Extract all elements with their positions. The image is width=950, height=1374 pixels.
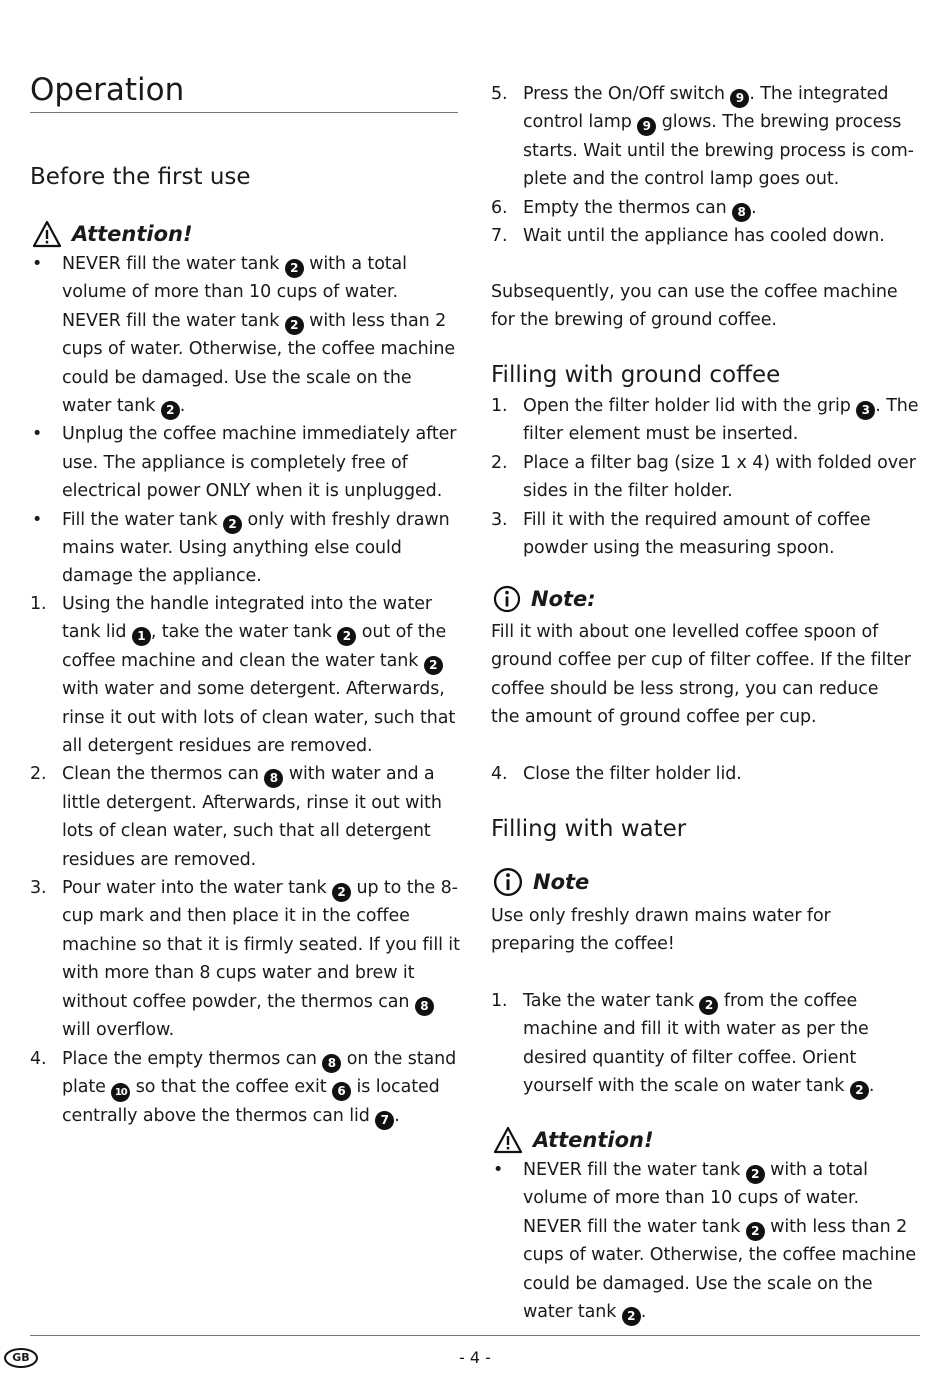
text-run: . bbox=[640, 1302, 647, 1323]
callout-number-badge: 2 bbox=[285, 259, 304, 278]
text-run: . bbox=[394, 1105, 400, 1126]
callout-number-badge: 2 bbox=[161, 401, 180, 420]
text-run: glows. The brewing process starts. Wait until the brewing process is complete and the control lamp goes out. bbox=[523, 112, 914, 190]
callout-number-badge: 3 bbox=[856, 401, 875, 420]
bullet-item bbox=[491, 1156, 923, 1326]
info-icon bbox=[493, 585, 521, 613]
bullet-item bbox=[30, 420, 462, 505]
callout-number-badge: 2 bbox=[332, 883, 351, 902]
step-number: 1. bbox=[491, 396, 508, 416]
callout-number-badge: 9 bbox=[637, 117, 656, 136]
text-run: Wait until the appliance has cooled down. bbox=[523, 226, 885, 247]
step-number: 3. bbox=[491, 509, 508, 530]
step-number: 1. bbox=[30, 594, 47, 614]
step-number: 2. bbox=[491, 452, 508, 473]
text-run: only with freshly drawn mains water. Using anything else could damage the appliance. bbox=[62, 509, 450, 587]
text-run: on the stand plate bbox=[62, 1048, 457, 1097]
step-item bbox=[491, 987, 923, 1101]
step-item bbox=[491, 194, 923, 222]
callout-number-badge: 1 bbox=[132, 627, 151, 646]
step-number: 6. bbox=[491, 197, 508, 218]
text-run: Open the filter holder lid with the grip bbox=[523, 396, 857, 416]
section-heading-before-first-use: Before the first use bbox=[30, 164, 251, 190]
callout-number-badge: 2 bbox=[622, 1307, 641, 1326]
step-item bbox=[30, 874, 462, 1044]
text-run: Place the empty thermos can bbox=[62, 1048, 323, 1069]
bullet-mark: • bbox=[32, 509, 43, 530]
callout-number-badge: 2 bbox=[337, 627, 356, 646]
text-run: from the coffee machine and fill it with water as per the desired quantity of filter coffee. Orient yourself with the scale on water tank bbox=[523, 991, 869, 1097]
step-number: 2. bbox=[30, 764, 47, 785]
title-rule bbox=[30, 112, 458, 113]
text-run: so that the coffee exit bbox=[130, 1076, 332, 1097]
callout-number-badge: 2 bbox=[223, 515, 242, 534]
text-run: . bbox=[179, 396, 186, 417]
step-number: 5. bbox=[491, 84, 508, 104]
text-run: Take the water tank bbox=[523, 991, 700, 1011]
text-run: Fill the water tank bbox=[62, 509, 224, 530]
warning-icon bbox=[32, 220, 62, 248]
bullet-item bbox=[30, 506, 462, 591]
callout-number-badge: 2 bbox=[699, 996, 718, 1015]
text-run: with water and some detergent. Afterwards, rinse it out with lots of clean water, such that all detergent residues are removed. bbox=[62, 679, 456, 757]
info-icon bbox=[493, 867, 523, 897]
warning-icon bbox=[493, 1126, 523, 1154]
text-run: with water and a little detergent. Afterwards, rinse it out with lots of clean water, such that all detergent residues are removed. bbox=[62, 764, 442, 870]
callout-number-badge: 8 bbox=[264, 769, 283, 788]
text-run: NEVER fill the water tank bbox=[62, 254, 285, 274]
text-run: , take the water tank bbox=[150, 622, 338, 643]
page-number: - 4 - bbox=[459, 1348, 491, 1367]
text-run: Close the filter holder lid. bbox=[523, 764, 742, 784]
callout-number-badge: 9 bbox=[730, 89, 749, 108]
text-run: . The integrated control lamp bbox=[523, 84, 889, 133]
note-label: Note: bbox=[531, 587, 596, 611]
attention-bullet-list bbox=[30, 250, 462, 591]
text-run: Pour water into the water tank bbox=[62, 878, 332, 899]
bullet-mark: • bbox=[32, 424, 43, 445]
bullet-item bbox=[30, 250, 462, 420]
callout-number-badge: 2 bbox=[285, 316, 304, 335]
brewing-steps-list bbox=[491, 80, 923, 250]
callout-number-badge: 6 bbox=[332, 1082, 351, 1101]
step-number: 3. bbox=[30, 878, 47, 899]
text-run: Unplug the coffee machine immediately after use. The appliance is completely free of electrical power ONLY when it is unplugged. bbox=[62, 424, 457, 502]
step-item bbox=[491, 506, 923, 563]
bullet-mark: • bbox=[32, 254, 43, 274]
page-title: Operation bbox=[30, 72, 185, 108]
language-badge: GB bbox=[4, 1348, 38, 1368]
attention-callout-left bbox=[32, 220, 193, 248]
bullet-mark: • bbox=[493, 1160, 504, 1180]
text-run: . The filter element must be inserted. bbox=[523, 396, 919, 445]
text-run: . bbox=[751, 197, 757, 218]
footer-rule bbox=[30, 1335, 920, 1336]
text-run: Press the On/Off switch bbox=[523, 84, 731, 104]
note-paragraph-1: Fill it with about one levelled coffee spoon of ground coffee per cup of filter coffee. If the filter coffee should be less strong, you can reduce the amount of ground coffee per cup. bbox=[491, 622, 911, 728]
attention-label: Attention! bbox=[533, 1128, 654, 1152]
section-heading-filling-water: Filling with water bbox=[491, 816, 687, 842]
text-run: with less than 2 cups of water. Otherwise, the coffee machine could be damaged. Use the scale on the water tank bbox=[62, 310, 456, 417]
note-label: Note bbox=[533, 870, 590, 894]
note-callout-1 bbox=[493, 585, 596, 613]
attention-bullet-list-right bbox=[491, 1156, 923, 1326]
text-run: with a total volume of more than 10 cups of water. NEVER fill the water tank bbox=[523, 1160, 868, 1237]
filling-water-steps-list bbox=[491, 987, 923, 1101]
step-item bbox=[30, 760, 462, 874]
ground-coffee-steps-list bbox=[491, 392, 923, 562]
text-run: Clean the thermos can bbox=[62, 764, 265, 785]
callout-number-badge: 8 bbox=[732, 203, 751, 222]
step-item bbox=[30, 590, 462, 760]
preparation-steps-list bbox=[30, 590, 462, 1130]
ground-coffee-step-4 bbox=[491, 760, 923, 788]
note-paragraph-2: Use only freshly drawn mains water for preparing the coffee! bbox=[491, 906, 831, 955]
text-run: is located centrally above the thermos can lid bbox=[62, 1076, 440, 1126]
callout-number-badge: 10 bbox=[111, 1083, 130, 1102]
step-item bbox=[491, 760, 923, 788]
step-number: 1. bbox=[491, 991, 508, 1011]
text-run: Empty the thermos can bbox=[523, 197, 733, 218]
text-run: with less than 2 cups of water. Otherwise, the coffee machine could be damaged. Use the scale on the water tank bbox=[523, 1216, 917, 1323]
text-run: NEVER fill the water tank bbox=[523, 1160, 746, 1180]
step-item bbox=[491, 392, 923, 449]
note-callout-2 bbox=[493, 867, 589, 897]
callout-number-badge: 2 bbox=[424, 656, 443, 675]
callout-number-badge: 8 bbox=[322, 1054, 341, 1073]
section-heading-ground-coffee: Filling with ground coffee bbox=[491, 362, 781, 388]
callout-number-badge: 2 bbox=[746, 1165, 765, 1184]
step-number: 4. bbox=[491, 764, 508, 784]
step-item bbox=[491, 449, 923, 506]
text-run: will overflow. bbox=[62, 1020, 175, 1041]
text-run: with a total volume of more than 10 cups of water. NEVER fill the water tank bbox=[62, 254, 407, 331]
text-run: Fill it with the required amount of coffee powder using the measuring spoon. bbox=[523, 509, 871, 559]
attention-label: Attention! bbox=[72, 222, 193, 246]
text-run: up to the 8-cup mark and then place it in the coffee machine so that it is firmly seated. If you fill it with more than 8 cups water and brew it without coffee powder, the thermos can bbox=[62, 878, 460, 1012]
callout-number-badge: 2 bbox=[746, 1222, 765, 1241]
text-run: Using the handle integrated into the water tank lid bbox=[62, 594, 432, 643]
text-run: Place a filter bag (size 1 x 4) with folded over sides in the filter holder. bbox=[523, 452, 916, 502]
step-item bbox=[30, 1045, 462, 1131]
callout-number-badge: 8 bbox=[415, 997, 434, 1016]
text-run: out of the coffee machine and clean the water tank bbox=[62, 622, 447, 671]
callout-number-badge: 7 bbox=[375, 1111, 394, 1130]
step-item bbox=[491, 80, 923, 194]
text-run: . bbox=[868, 1076, 875, 1097]
callout-number-badge: 2 bbox=[850, 1081, 869, 1100]
step-number: 7. bbox=[491, 226, 508, 247]
step-number: 4. bbox=[30, 1048, 47, 1069]
step-item bbox=[491, 222, 923, 250]
subsequently-paragraph: Subsequently, you can use the coffee machine for the brewing of ground coffee. bbox=[491, 282, 898, 331]
attention-callout-right bbox=[493, 1126, 654, 1154]
